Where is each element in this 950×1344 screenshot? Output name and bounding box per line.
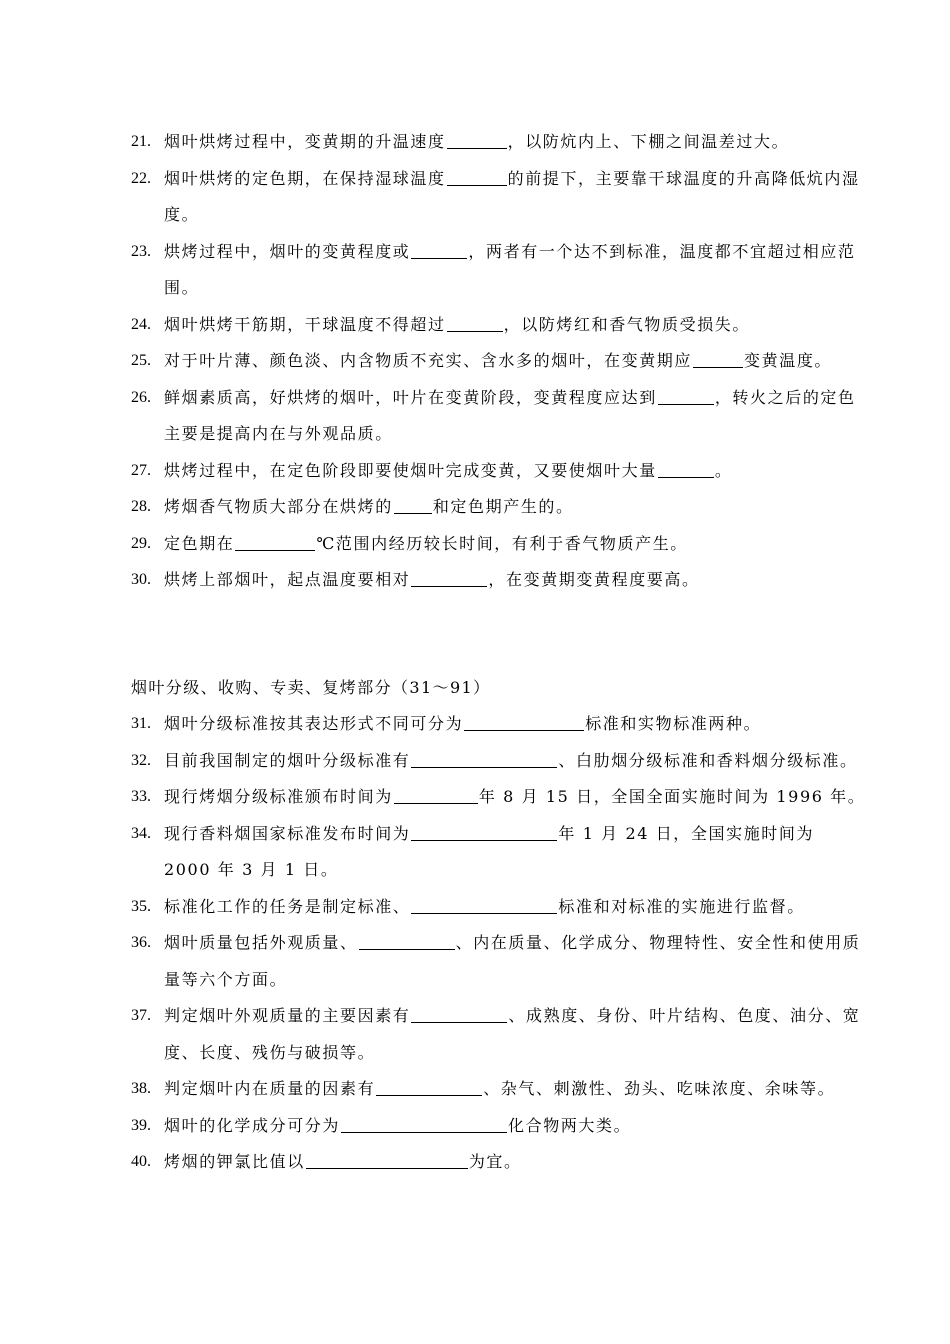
questions-section-31-40 bbox=[131, 706, 866, 1181]
question-item bbox=[131, 889, 866, 926]
question-text: 、杂气、刺激性、劲头、吃味浓度、余味等。 bbox=[483, 1079, 836, 1098]
answer-blank[interactable] bbox=[693, 351, 743, 368]
question-text: 鲜烟素质高，好烘烤的烟叶，叶片在变黄阶段，变黄程度应达到 bbox=[164, 387, 657, 407]
answer-blank[interactable] bbox=[447, 169, 507, 186]
question-text: ，两者有一个达不到标准，温度都不宜超过相应范围。 bbox=[164, 241, 856, 297]
answer-blank[interactable] bbox=[235, 534, 315, 551]
question-number: 25. bbox=[131, 352, 151, 369]
question-text: 烤烟的钾氯比值以 bbox=[164, 1152, 305, 1171]
question-text: 的前提下，主要靠干球温度的升高降低炕内湿度。 bbox=[164, 168, 860, 224]
question-item bbox=[131, 380, 866, 453]
question-text: 为宜。 bbox=[468, 1152, 522, 1171]
answer-blank[interactable] bbox=[411, 1006, 507, 1023]
question-text: 变黄温度。 bbox=[744, 351, 833, 370]
question-number: 30. bbox=[131, 571, 151, 588]
question-item bbox=[131, 489, 866, 526]
question-number: 24. bbox=[131, 315, 151, 333]
question-number: 33. bbox=[131, 788, 151, 805]
answer-blank[interactable] bbox=[394, 787, 478, 804]
question-text: 和定色期产生的。 bbox=[432, 497, 574, 516]
answer-blank[interactable] bbox=[394, 497, 432, 514]
question-number: 29. bbox=[131, 534, 151, 552]
question-number: 21. bbox=[131, 133, 151, 150]
question-text: 化合物两大类。 bbox=[508, 1115, 632, 1135]
question-item bbox=[131, 706, 866, 743]
question-number: 36. bbox=[131, 934, 151, 951]
question-text: 烘烤上部烟叶，起点温度要相对 bbox=[164, 570, 411, 589]
question-text: 烟叶烘烤过程中，变黄期的升温速度 bbox=[164, 132, 446, 151]
question-item bbox=[131, 779, 866, 816]
question-text: 烟叶烘烤干筋期，干球温度不得超过 bbox=[164, 314, 446, 334]
answer-blank[interactable] bbox=[411, 751, 557, 768]
question-text: 判定烟叶内在质量的因素有 bbox=[164, 1079, 376, 1098]
question-item bbox=[131, 526, 866, 563]
answer-blank[interactable] bbox=[411, 897, 557, 914]
question-text: 定色期在 bbox=[164, 533, 235, 553]
question-text: 标准和对标准的实施进行监督。 bbox=[558, 896, 805, 916]
answer-blank[interactable] bbox=[411, 242, 467, 259]
question-item bbox=[131, 562, 866, 599]
question-text: 烘烤过程中，烟叶的变黄程度或 bbox=[164, 241, 411, 261]
question-text: ，以防烤红和香气物质受损失。 bbox=[503, 314, 751, 334]
section-heading: 烟叶分级、收购、专卖、复烤部分（31～91） bbox=[131, 678, 491, 697]
question-number: 40. bbox=[131, 1153, 151, 1170]
answer-blank[interactable] bbox=[411, 824, 557, 841]
question-text: 对于叶片薄、颜色淡、内含物质不充实、含水多的烟叶，在变黄期应 bbox=[164, 351, 693, 370]
question-text: 标准和实物标准两种。 bbox=[585, 714, 762, 733]
question-text: 标准化工作的任务是制定标准、 bbox=[164, 896, 411, 916]
question-item bbox=[131, 453, 866, 490]
answer-blank[interactable] bbox=[464, 714, 584, 731]
answer-blank[interactable] bbox=[411, 570, 487, 587]
question-number: 35. bbox=[131, 897, 151, 915]
question-item bbox=[131, 234, 866, 307]
question-text: 。 bbox=[714, 460, 733, 480]
question-text: 烟叶烘烤的定色期，在保持湿球温度 bbox=[164, 168, 446, 188]
question-text: 目前我国制定的烟叶分级标准有 bbox=[164, 750, 411, 770]
answer-blank[interactable] bbox=[341, 1116, 507, 1133]
question-item bbox=[131, 998, 866, 1071]
question-item bbox=[131, 816, 866, 889]
question-text: 烘烤过程中，在定色阶段即要使烟叶完成变黄，又要使烟叶大量 bbox=[164, 460, 657, 480]
answer-blank[interactable] bbox=[359, 933, 455, 950]
question-text: ，转火之后的定色主要是提高内在与外观品质。 bbox=[164, 387, 856, 443]
question-text: 判定烟叶外观质量的主要因素有 bbox=[164, 1006, 411, 1025]
question-number: 31. bbox=[131, 715, 151, 732]
question-item bbox=[131, 925, 866, 998]
question-text: 年 8 月 15 日，全国全面实施时间为 1996 年。 bbox=[478, 787, 866, 806]
question-number: 38. bbox=[131, 1080, 151, 1097]
question-number: 37. bbox=[131, 1007, 151, 1024]
answer-blank[interactable] bbox=[306, 1152, 468, 1169]
question-text: 、内在质量、化学成分、物理特性、安全性和使用质量等六个方面。 bbox=[164, 933, 861, 989]
question-number: 34. bbox=[131, 824, 151, 842]
question-number: 39. bbox=[131, 1116, 151, 1134]
question-text: ℃范围内经历较长时间，有利于香气物质产生。 bbox=[316, 533, 688, 553]
question-item bbox=[131, 307, 866, 344]
question-item bbox=[131, 1144, 866, 1181]
question-item bbox=[131, 124, 866, 161]
question-text: 现行烤烟分级标准颁布时间为 bbox=[164, 787, 393, 806]
question-number: 32. bbox=[131, 751, 151, 769]
question-text: 、白肋烟分级标准和香料烟分级标准。 bbox=[558, 750, 858, 770]
question-item bbox=[131, 161, 866, 234]
question-number: 22. bbox=[131, 169, 151, 187]
question-text: 烤烟香气物质大部分在烘烤的 bbox=[164, 497, 393, 516]
question-number: 27. bbox=[131, 461, 151, 479]
question-text: 烟叶分级标准按其表达形式不同可分为 bbox=[164, 714, 464, 733]
question-item bbox=[131, 743, 866, 780]
answer-blank[interactable] bbox=[447, 315, 503, 332]
question-text: 现行香料烟国家标准发布时间为 bbox=[164, 823, 411, 843]
answer-blank[interactable] bbox=[376, 1079, 482, 1096]
question-text: ，在变黄期变黄程度要高。 bbox=[488, 570, 700, 589]
question-item bbox=[131, 1071, 866, 1108]
question-number: 26. bbox=[131, 388, 151, 406]
question-text: 烟叶的化学成分可分为 bbox=[164, 1115, 341, 1135]
question-text: 年 1 月 24 日，全国实施时间为 2000 年 3 月 1 日。 bbox=[164, 823, 815, 879]
questions-section-21-30 bbox=[131, 124, 866, 599]
question-number: 23. bbox=[131, 242, 151, 260]
answer-blank[interactable] bbox=[658, 461, 714, 478]
question-number: 28. bbox=[131, 498, 151, 515]
question-text: ，以防炕内上、下棚之间温差过大。 bbox=[507, 132, 790, 151]
question-item bbox=[131, 343, 866, 380]
question-text: 烟叶质量包括外观质量、 bbox=[164, 933, 358, 952]
question-text: 、成熟度、身份、叶片结构、色度、油分、宽度、长度、残伤与破损等。 bbox=[164, 1006, 861, 1062]
answer-blank[interactable] bbox=[658, 388, 714, 405]
question-item bbox=[131, 1108, 866, 1145]
answer-blank[interactable] bbox=[447, 132, 507, 149]
section-heading-block bbox=[131, 670, 866, 707]
